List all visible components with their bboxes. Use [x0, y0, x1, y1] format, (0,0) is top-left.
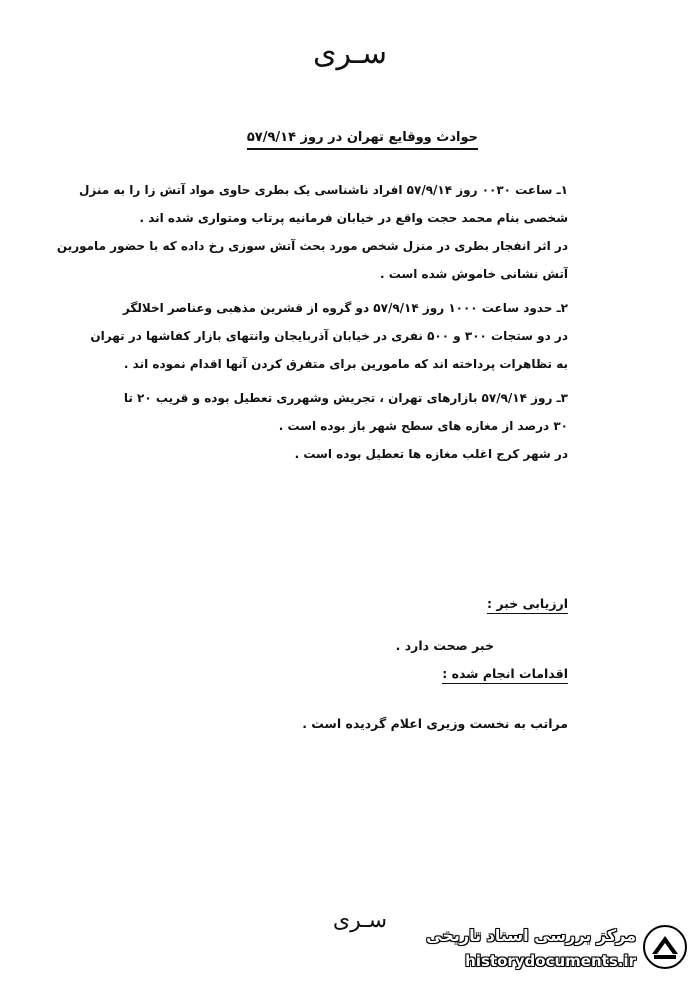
body-line: آتش نشانی خاموش شده است . [380, 267, 568, 281]
document-title: حوادث ووقایع تهران در روز ۵۷/۹/۱۴ [247, 130, 478, 150]
body-line: به تظاهرات پرداخته اند که مامورین برای متفرق کردن آنها اقدام نموده اند . [123, 357, 568, 371]
watermark-fa: مرکز بررسی اسناد تاریخی [426, 926, 636, 945]
classification-bottom: سـری [332, 908, 388, 933]
body-line: ۲ـ حدود ساعت ۱۰۰۰ روز ۵۷/۹/۱۴ دو گروه از قشرین مذهبی وعناصر اخلالگر [122, 301, 568, 315]
watermark-en: historydocuments.ir [465, 952, 636, 970]
watermark [418, 918, 694, 980]
paragraph-1 [28, 176, 568, 288]
body-line: ۳۰ درصد از مغازه های سطح شهر باز بوده است . [278, 419, 568, 433]
actions-label: اقدامات انجام شده : [442, 666, 568, 684]
document-body [28, 176, 568, 468]
body-line: ۳ـ روز ۵۷/۹/۱۴ بازارهای تهران ، تجریش وشهرری تعطیل بوده و قریب ۲۰ تا [123, 391, 568, 405]
paragraph-2 [28, 294, 568, 378]
body-line: در اثر انفجار بطری در منزل شخص مورد بحث آتش سوزی رخ داده که با حضور مامورین [56, 239, 568, 253]
body-line: در شهر کرج اغلب مغازه ها تعطیل بوده است . [294, 447, 568, 461]
body-line: ۱ـ ساعت ۰۰۳۰ روز ۵۷/۹/۱۴ افراد ناشناسی یک بطری حاوی مواد آتش زا را به منزل [78, 183, 568, 197]
body-line: در دو ستجات ۳۰۰ و ۵۰۰ نفری در خیابان آذربایجان وانتهای بازار کفاشها در تهران [90, 329, 568, 343]
body-line: شخصی بنام محمد حجت واقع در خیابان فرمانیه پرتاب ومتواری شده اند . [139, 211, 568, 225]
assessment-label: ارزیابی خبر : [487, 596, 568, 614]
assessment-value: خبر صحت دارد . [395, 638, 494, 653]
classification-top: سـری [313, 36, 387, 71]
archive-logo-icon [642, 924, 688, 970]
paragraph-3 [28, 384, 568, 468]
actions-value: مراتب به نخست وزیری اعلام گردیده است . [302, 716, 568, 731]
